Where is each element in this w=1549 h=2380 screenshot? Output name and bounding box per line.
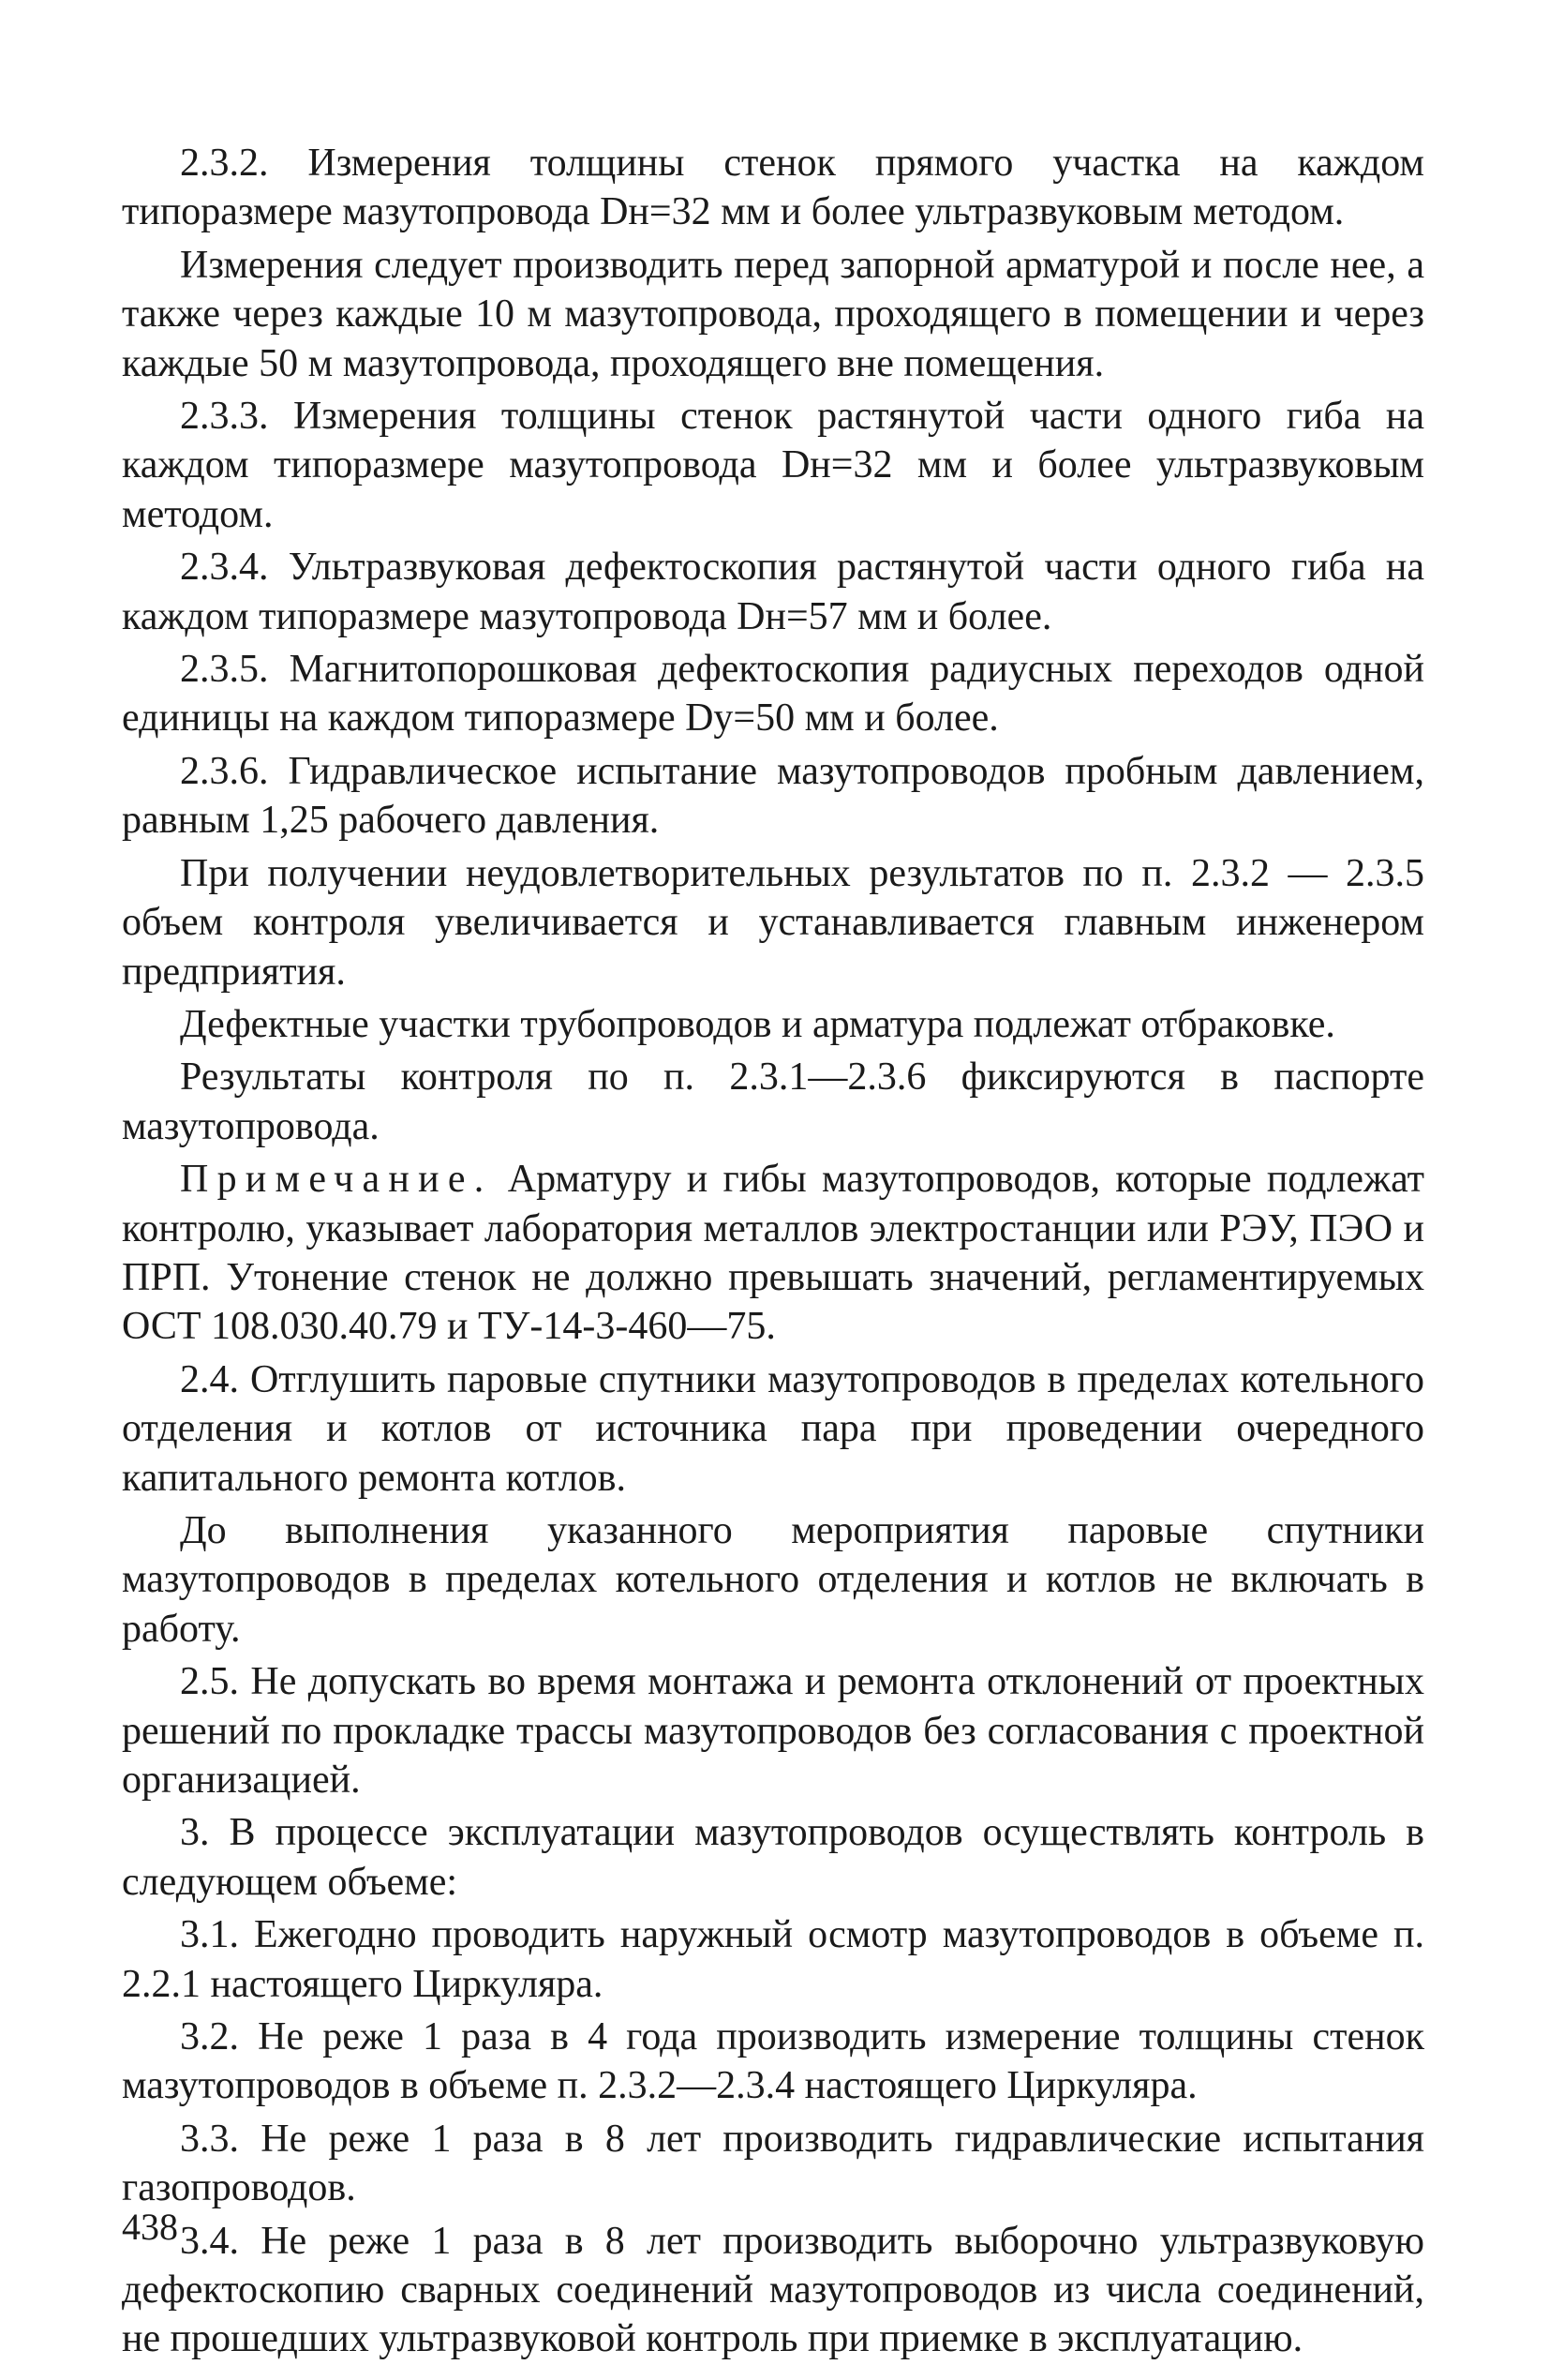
note-paragraph	[122, 1155, 1424, 1352]
paragraph-results-recorded: Результаты контроля по п. 2.3.1—2.3.6 фиксируются в паспорте мазутопровода.	[122, 1055, 1424, 1148]
page-number: 438	[122, 2206, 178, 2248]
note-label: Примечание.	[180, 1158, 493, 1202]
paragraph-3: 3. В процессе эксплуатации мазутопроводов осуществлять контроль в следующем объеме:	[122, 1811, 1424, 1904]
paragraph-unsatisfactory-results: При получении неудовлетворительных результатов по п. 2.3.2 — 2.3.5 объем контроля увеличивается и устанавливается главным инженером предприятия.	[122, 851, 1424, 994]
paragraph-2-4: 2.4. Отглушить паровые спутники мазутопроводов в пределах котельного отделения и котлов от источника пара при проведении очередного капитального ремонта котлов.	[122, 1357, 1424, 1500]
paragraph-2-3-6: 2.3.6. Гидравлическое испытание мазутопроводов пробным давлением, равным 1,25 рабочего давления.	[122, 749, 1424, 843]
paragraph-2-3-2: 2.3.2. Измерения толщины стенок прямого участка на каждом типоразмере мазутопровода Dн=32 мм и более ультразвуковым методом.	[122, 142, 1424, 234]
paragraph-measurement-locations: Измерения следует производить перед запорной арматурой и после нее, а также через каждые 10 м мазутопровода, проходящего в помещении и через каждые 50 м мазутопровода, проходящего вне помещения.	[122, 243, 1424, 385]
paragraph-2-5: 2.5. Не допускать во время монтажа и ремонта отклонений от проектных решений по прокладке трассы мазутопроводов без согласования с проектной организацией.	[122, 1660, 1424, 1802]
note-text: Арматуру и гибы мазутопроводов, которые подлежат контролю, указывает лаборатория металлов электростанции или РЭУ, ПЭО и ПРП. Утонение стенок не должно превышать значений, регламентируемых ОСТ 108.030.40.79 и ТУ-14-3-460—75.	[122, 1158, 1424, 1349]
paragraph-3-4: 3.4. Не реже 1 раза в 8 лет производить выборочно ультразвуковую дефектоскопию сварных соединений мазутопроводов из числа соединений, не прошедших ультразвуковой контроль при приемке в эксплуатацию.	[122, 2219, 1424, 2361]
paragraph-3-3: 3.3. Не реже 1 раза в 8 лет производить гидравлические испытания газопроводов.	[122, 2117, 1424, 2210]
paragraph-2-3-3: 2.3.3. Измерения толщины стенок растянутой части одного гиба на каждом типоразмере мазутопровода Dн=32 мм и более ультразвуковым методом.	[122, 395, 1424, 536]
paragraph-2-3-4: 2.3.4. Ультразвуковая дефектоскопия растянутой части одного гиба на каждом типоразмере мазутопровода Dн=57 мм и более.	[122, 546, 1424, 638]
document-page	[122, 139, 1424, 2368]
paragraph-3-2: 3.2. Не реже 1 раза в 4 года производить измерение толщины стенок мазутопроводов в объеме п. 2.3.2—2.3.4 настоящего Циркуляра.	[122, 2015, 1424, 2108]
paragraph-defective-sections: Дефектные участки трубопроводов и арматура подлежат отбраковке.	[180, 1002, 1335, 1046]
paragraph-3-1: 3.1. Ежегодно проводить наружный осмотр мазутопроводов в объеме п. 2.2.1 настоящего Циркуляра.	[122, 1913, 1424, 2006]
paragraph-2-3-5: 2.3.5. Магнитопорошковая дефектоскопия радиусных переходов одной единицы на каждом типоразмере Dу=50 мм и более.	[122, 648, 1424, 741]
paragraph-before-measure: До выполнения указанного мероприятия паровые спутники мазутопроводов в пределах котельного отделения и котлов не включать в работу.	[122, 1508, 1424, 1651]
